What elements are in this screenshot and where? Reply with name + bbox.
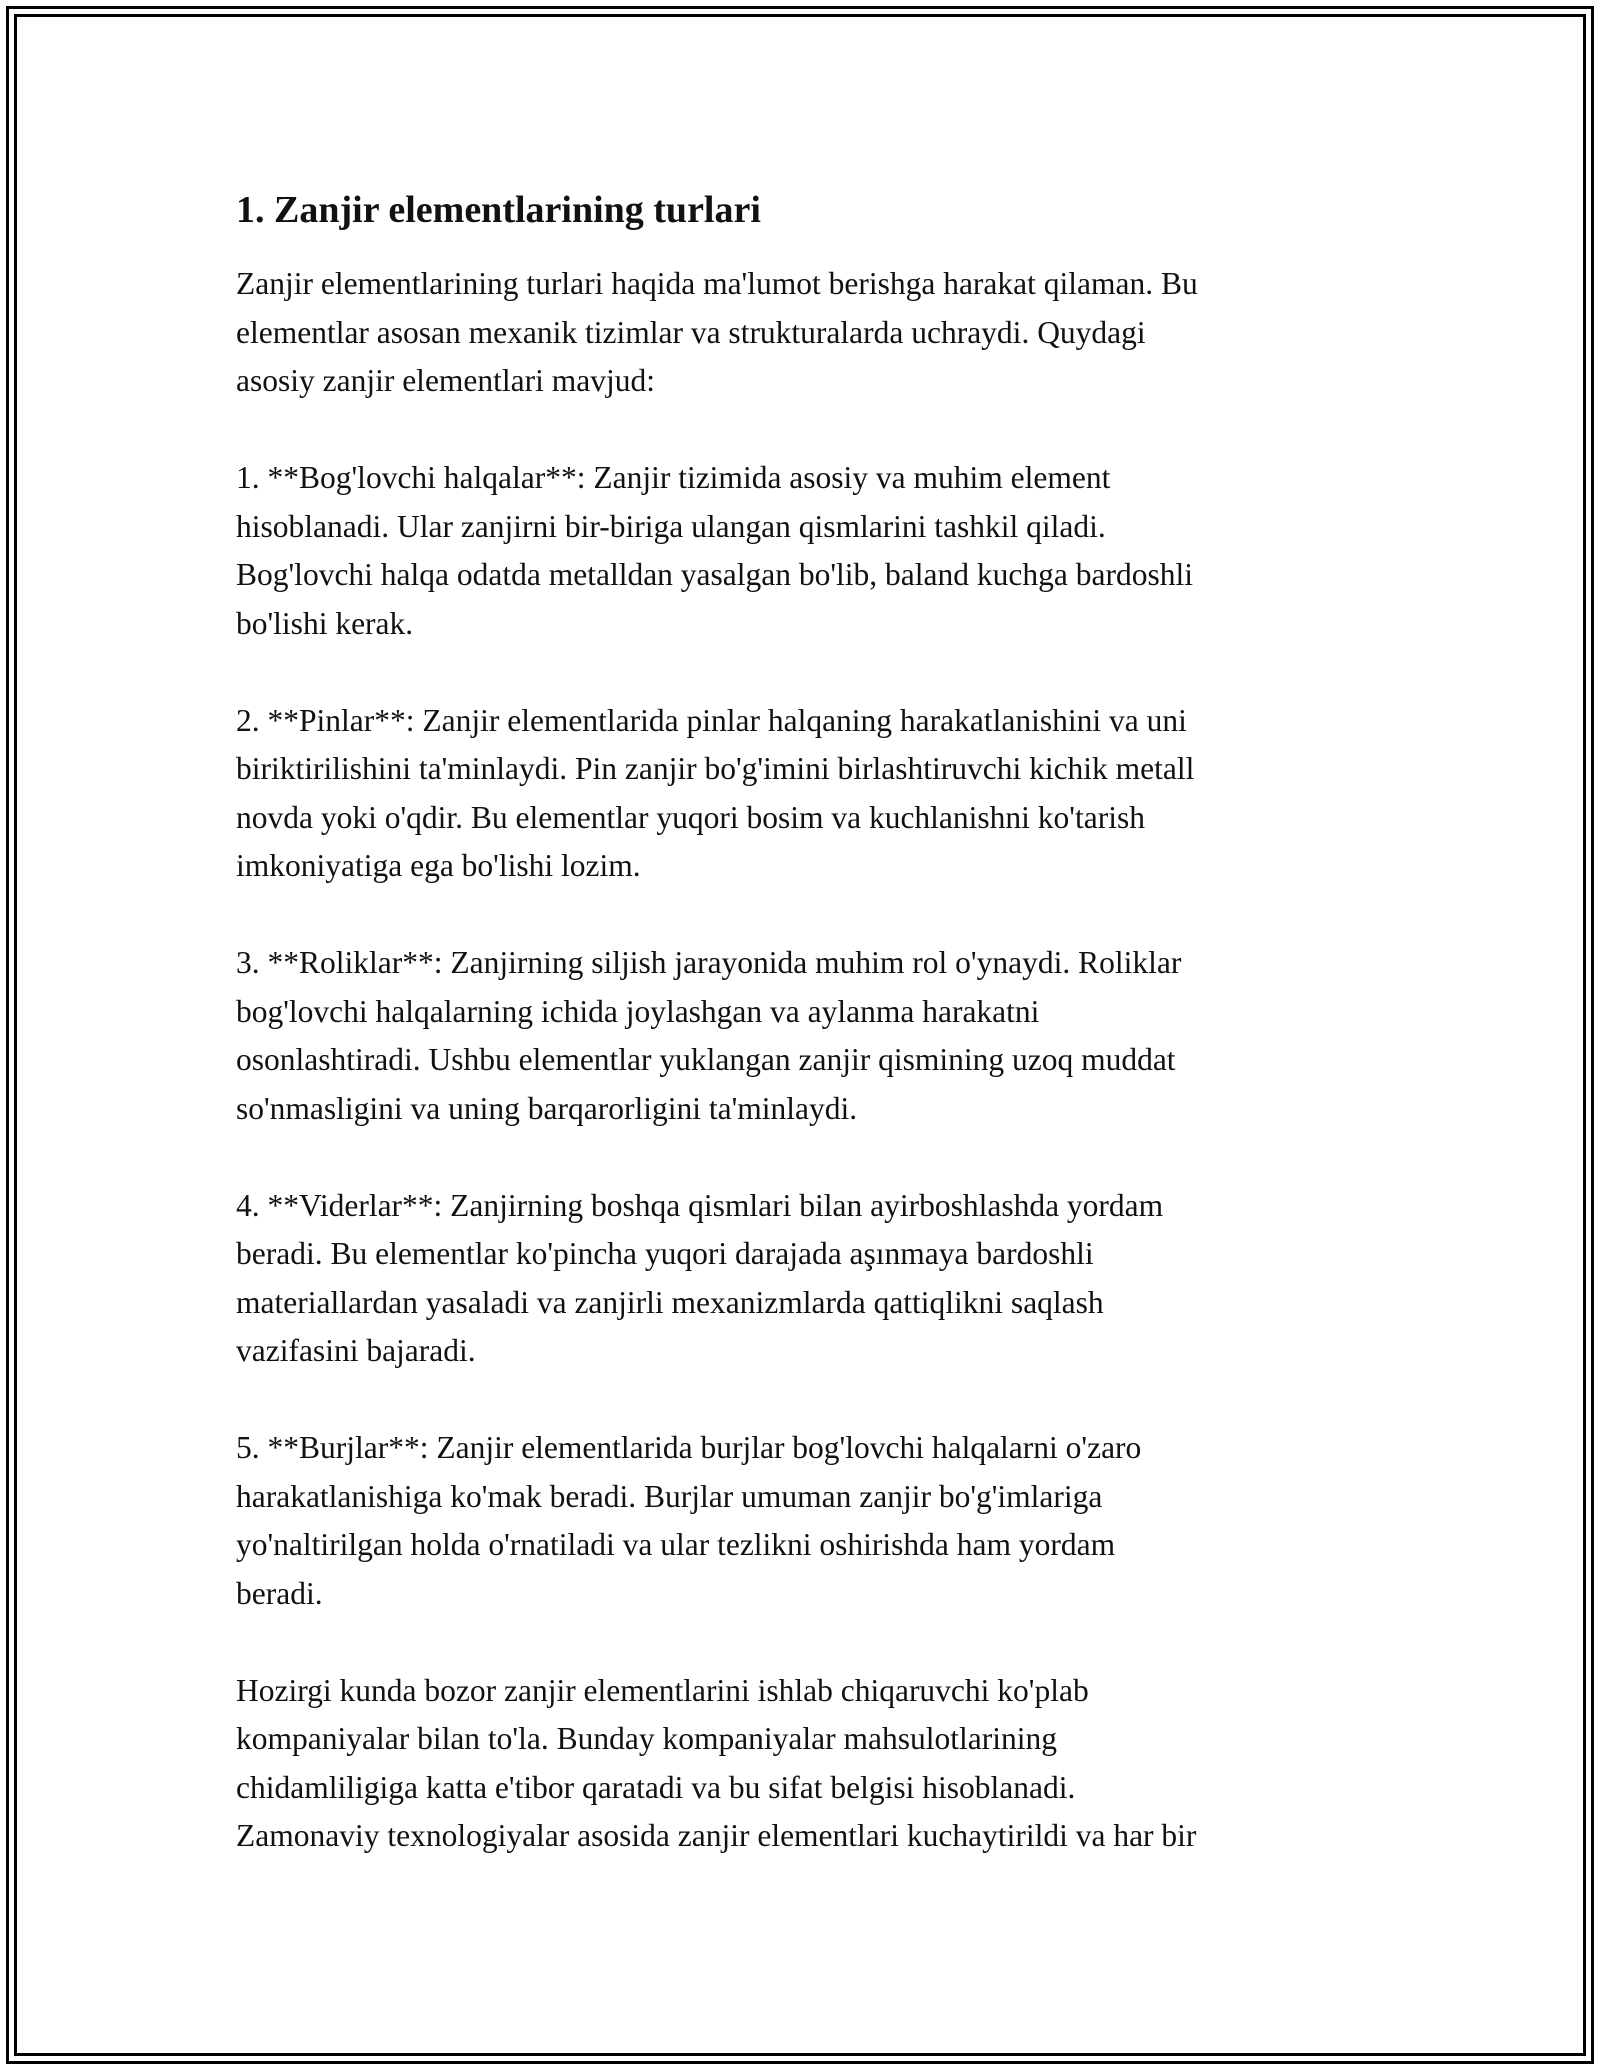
text-line: chidamliligiga katta e'tibor qaratadi va bu sifat belgisi hisoblanadi. xyxy=(236,1769,1076,1805)
text-line: biriktirilishini ta'minlaydi. Pin zanjir bo'g'imini birlashtiruvchi kichik metall xyxy=(236,751,1195,786)
text-line: 5. **Burjlar**: Zanjir elementlarida burjlar bog'lovchi halqalarni o'zaro xyxy=(236,1430,1142,1465)
text-line: hisoblanadi. Ular zanjirni bir-biriga ulangan qismlarini tashkil qiladi. xyxy=(236,508,1106,544)
text-line: beradi. Bu elementlar ko'pincha yuqori darajada aşınmaya bardoshli xyxy=(236,1236,1094,1271)
text-line: beradi. xyxy=(236,1575,323,1611)
text-line: Zanjir elementlarining turlari haqida ma'lumot berishga harakat qilaman. Bu xyxy=(236,266,1198,301)
list-item-paragraph xyxy=(236,454,1376,648)
text-line: Zamonaviy texnologiyalar asosida zanjir elementlari kuchaytirildi va har bir xyxy=(236,1818,1197,1853)
text-line: yo'naltirilgan holda o'rnatiladi va ular tezlikni oshirishda ham yordam xyxy=(236,1527,1116,1562)
list-item-paragraph xyxy=(236,1182,1376,1376)
text-line: imkoniyatiga ega bo'lishi lozim. xyxy=(236,848,641,883)
text-line: 2. **Pinlar**: Zanjir elementlarida pinlar halqaning harakatlanishini va uni xyxy=(236,702,1187,738)
document-body xyxy=(236,186,1376,1909)
intro-paragraph xyxy=(236,260,1376,406)
text-line: so'nmasligini va uning barqarorligini ta'minlaydi. xyxy=(236,1090,858,1126)
text-line: 3. **Roliklar**: Zanjirning siljish jarayonida muhim rol o'ynaydi. Roliklar xyxy=(236,945,1182,980)
text-line: materiallardan yasaladi va zanjirli mexanizmlarda qattiqlikni saqlash xyxy=(236,1284,1104,1320)
list-item-paragraph xyxy=(236,1424,1376,1618)
text-line: kompaniyalar bilan to'la. Bunday kompaniyalar mahsulotlarining xyxy=(236,1721,1057,1756)
text-line: Hozirgi kunda bozor zanjir elementlarini ishlab chiqaruvchi ko'plab xyxy=(236,1672,1089,1708)
text-line: bog'lovchi halqalarning ichida joylashgan va aylanma harakatni xyxy=(236,993,1040,1029)
section-heading: 1. Zanjir elementlarining turlari xyxy=(236,189,761,231)
text-line: elementlar asosan mexanik tizimlar va strukturalarda uchraydi. Quydagi xyxy=(236,314,1146,350)
text-line: bo'lishi kerak. xyxy=(236,605,414,641)
text-line: 1. **Bog'lovchi halqalar**: Zanjir tizimida asosiy va muhim element xyxy=(236,460,1111,495)
text-line: osonlashtiradi. Ushbu elementlar yuklangan zanjir qismining uzoq muddat xyxy=(236,1042,1176,1077)
text-line: vazifasini bajaradi. xyxy=(236,1333,476,1368)
list-item-paragraph xyxy=(236,697,1376,891)
list-item-paragraph xyxy=(236,939,1376,1133)
text-line: 4. **Viderlar**: Zanjirning boshqa qismlari bilan ayirboshlashda yordam xyxy=(236,1187,1164,1223)
text-line: Bog'lovchi halqa odatda metalldan yasalgan bo'lib, baland kuchga bardoshli xyxy=(236,557,1193,592)
text-line: harakatlanishiga ko'mak beradi. Burjlar umuman zanjir bo'g'imlariga xyxy=(236,1478,1103,1514)
text-line: asosiy zanjir elementlari mavjud: xyxy=(236,363,655,398)
closing-paragraph xyxy=(236,1667,1376,1861)
text-line: novda yoki o'qdir. Bu elementlar yuqori bosim va kuchlanishni ko'tarish xyxy=(236,799,1145,835)
